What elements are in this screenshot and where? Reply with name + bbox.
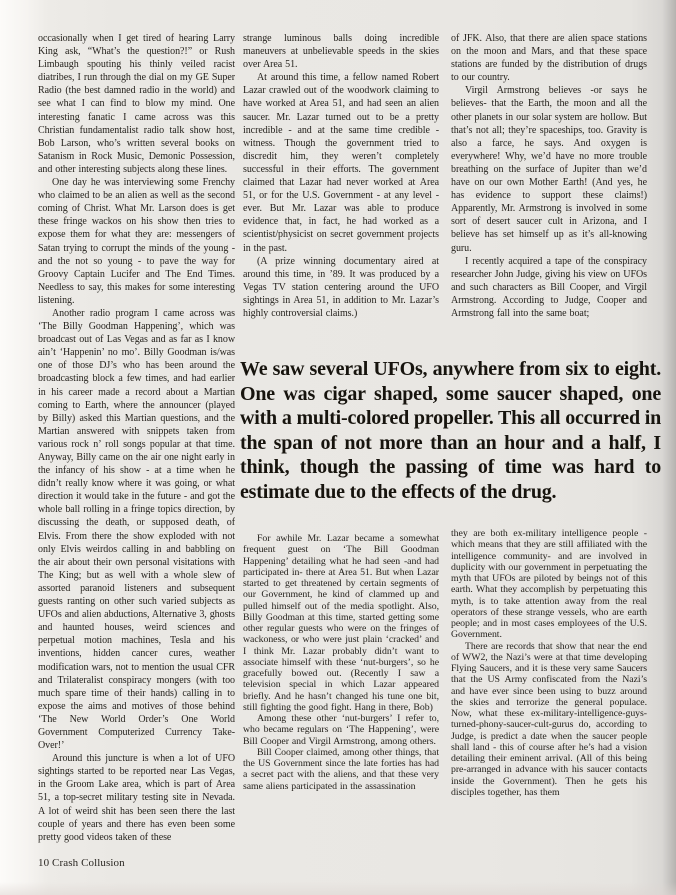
pull-quote: We saw several UFOs, anywhere from six to eight. One was cigar shaped, some saucer shaped, one with a multi-colored propeller. This all occurred in the span of not more than an hour and a half, I think, though the passing of time was hard to estimate due to the effects of the drug. [240, 358, 661, 503]
paragraph: One day he was interviewing some Frenchy who claimed to be an alien as well as the second coming of Christ. What Mr. Larson does is get these fringe wackos on his show then tries to expose them for what they are: messengers of Satan trying to corrupt the minds of the young - and the not so young - to pave the way for Groovy Captain Lucifer and The End Times. Needless to say, this makes for some interesting listening. [38, 177, 235, 306]
paragraph: they are both ex-military intelligence people -which means that they are still affiliated with the intelligence community- and are involved in duplicity with our government in perpetuating the myth that UFOs are piloted by beings not of this earth. What they accomplish by perpetuating this myth, is to take attention away from the real operators of these strange vessels, who are earth people; and in most cases employees of the U.S. Government. [451, 528, 647, 641]
paragraph: of JFK. Also, that there are alien space stations on the moon and Mars, and that these space stations are funded by the distribution of drugs to our country. [451, 33, 647, 84]
paragraph: There are records that show that near the end of WW2, the Nazi’s were at that time developing Flying Saucers, and it is these very same Saucers that the US Army confiscated from the Nazi’s and have ever since been using to buzz around the skies and terrorize the general populace. Now, what these ex-military-intelligence-guys-turned-phony-saucer-cult-gurus do, according to Judge, is predict a date when the saucer people shall land - this of course after he’s had a vision detailing their eminent arrival. (All of this being pre-arranged in advance with his saucer contacts inside the Government). Then he gets his disciples together, has them [451, 640, 647, 798]
paragraph: For awhile Mr. Lazar became a somewhat frequent guest on ‘The Bill Goodman Happening’ detailing what he had seen -and had participated in- there at Area 51. But when Lazar started to get threatened by certain segments of our Government, he kind of clammed up and pulled himself out of the media spotlight. Also, Billy Goodman at this time, started getting some other regular guests who were on the fringes of wackoness, or who were just plain ‘cracked’ and I think Mr. Lazar probably didn’t want to associate himself with these ‘nut-burgers’, so he gracefully bowed out. (Recently I saw a television special in which Lazar appeared briefly. And he hasn’t changed his tune one bit, still fighting the good fight. Hang in there, Bob) [243, 533, 439, 713]
paragraph: strange luminous balls doing incredible maneuvers at unbelievable speeds in the skies over Area 51. [243, 33, 439, 71]
column-3-bottom [451, 528, 647, 859]
paragraph: Among these other ‘nut-burgers’ I refer to, who became regulars on ‘The Happening’, were Bill Cooper and Virgil Armstrong, among others. [243, 713, 439, 747]
paragraph: occasionally when I get tired of hearing Larry King ask, “What’s the question?!” or Rush Limbaugh spouting his thinly veiled racist diatribes, I run through the dial on my GE Super Radio (the best damned radio in the world) and see what I can find to blow my mind. One interesting fanatic I came across was this Christian fundamentalist radio talk show host, Bob Larson, who’s written several books on Satanism in Rock Music, Demonic Possession, and other interesting subjects along these lines. [38, 33, 235, 175]
page-footer: 10 Crash Collusion [38, 857, 125, 869]
paragraph: Virgil Armstrong believes -or says he believes- that the Earth, the moon and all the other planets in our solar system are hollow. But that’s not all; they’re spaceships, too. Gravity is also a farce, he says. And oxygen is everywhere! Why, we’d have no more trouble breathing on the surface of Jupiter than we’d have on our own Mother Earth! (And yes, he has evidence to support these claims!) Apparently, Mr. Armstrong is involved in some sort of desert saucer cult in Arizona, and I believe has set himself up as it’s all-knowing guru. [451, 85, 647, 254]
paragraph: Another radio program I came across was ‘The Billy Goodman Happening’, which was broadcast out of Las Vegas and as far as I know ain’t ‘Happenin’ no mo’. Billy Goodman is/was one of those DJ’s who has been around the broadcasting block a few times, and had earlier in his career made a record about a Martian coming to Earth, where the announcer (played by Billy) asked this Martian questions, and the Martian answered with snippets taken from various rock n’ roll songs popular at that time. Anyway, Billy came on the air one night early in the infancy of his show - at a time when he didn’t really know where it was going, or what direction it would take in the future - and got the whole ball rolling in a fringe topics direction, by discussing the death, or supposed death, of Elvis. From there the show exploded with not only Elvis weirdos calling in and babbling on the air about their own personal visitations with The King; but as well with a whole slew of assorted paranoid listeners and subsequent guests ranting on other such varied subjects as UFOs and alien abductions, Alternative 3, ghosts and haunted houses, weird sciences and perpetual motion machines, Tesla and his inventions, hidden cancer cures, weather modification wars, not to mention the usual CFR and Trilateralist conspiracy mongers (with too much spare time of their hands) calling in to expose the aims and motives of those behind ‘The New World Order’s One World Government Computerized Currency Take-Over!’ [38, 307, 235, 752]
column-1 [38, 32, 235, 856]
column-2-top [243, 32, 439, 354]
paragraph: At around this time, a fellow named Robert Lazar crawled out of the woodwork claiming to have worked at Area 51, and had seen an alien saucer. Mr. Lazar turned out to be a pretty incredible - and at the same time credible - witness. Though the government tried to discredit him, they weren’t completely successful in their efforts. The government claimed that Lazar had never worked at Area 51, or for the U.S. Government - at any level - ever. But Mr. Lazar was able to produce evidence that, in fact, he had worked as a scientist/physicist on secret government projects in the past. [243, 72, 439, 254]
paragraph: Around this juncture is when a lot of UFO sightings started to be reported near Las Vegas, in the Groom Lake area, which is part of Area 51, a top-secret military testing site in Nevada. A lot of weird shit has been seen there the last couple of years and there has even been some pretty good videos taken of these [38, 753, 235, 843]
paragraph: Bill Cooper claimed, among other things, that the US Government since the late forties has had a secret pact with the aliens, and that these very same aliens participated in the assassination [243, 746, 439, 792]
column-2-bottom [243, 533, 439, 859]
paragraph: I recently acquired a tape of the conspiracy researcher John Judge, giving his view on UFOs and such characters as Bill Cooper, and Virgil Armstrong. According to Judge, Cooper and Armstrong fall into the same boat; [451, 255, 647, 319]
paragraph: (A prize winning documentary aired at around this time, in ’89. It was produced by a Vegas TV station centering around the UFO sightings in Area 51, in addition to Mr. Lazar’s highly controversial claims.) [243, 255, 439, 319]
column-3-top [451, 32, 647, 354]
